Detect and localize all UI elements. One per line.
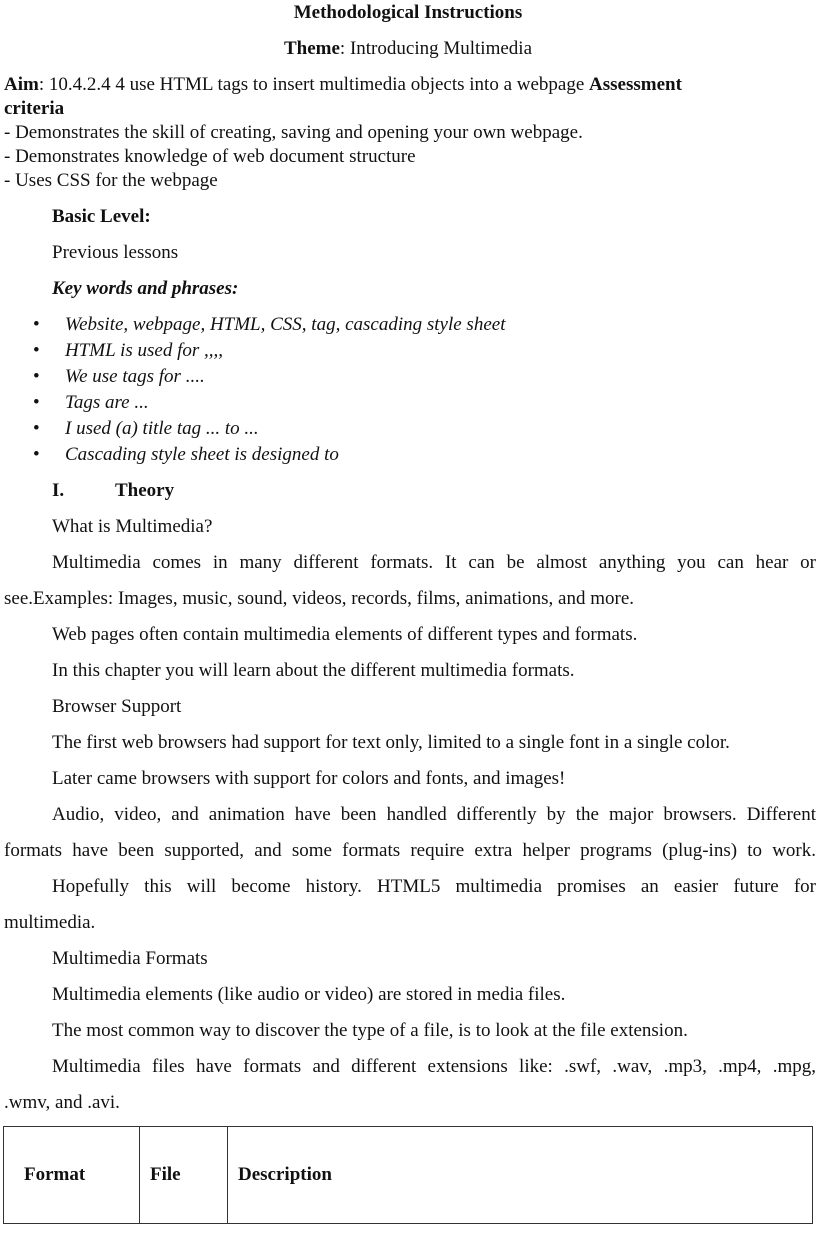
paragraph-line: .wmv, and .avi. [4, 1092, 120, 1113]
paragraph: Later came browsers with support for colors and fonts, and images! [52, 768, 566, 789]
table-header-cell: File [140, 1127, 228, 1224]
theme-label: Theme [283, 38, 340, 59]
paragraph: Multimedia elements (like audio or video) are stored in media files. [52, 984, 566, 1005]
aim-text: : 10.4.2.4 4 use HTML tags to insert multimedia objects into a webpage [38, 74, 590, 95]
aim-line [4, 74, 682, 96]
criteria-item: - Demonstrates knowledge of web document structure [4, 146, 416, 167]
table-header-cell: Format [4, 1127, 140, 1224]
keyword-text: Tags are ... [65, 392, 149, 413]
aim-label: Aim [4, 74, 39, 95]
criteria-label: criteria [4, 98, 65, 119]
bullet-icon: • [33, 444, 40, 465]
paragraph-line: Hopefully this will become history. HTML5 multimedia promises an easier future for [52, 876, 816, 897]
theme-value: : Introducing Multimedia [339, 38, 532, 59]
question-text: What is Multimedia? [52, 516, 213, 537]
table-header-row [4, 1127, 813, 1224]
bullet-icon: • [33, 314, 40, 335]
paragraph: The most common way to discover the type of a file, is to look at the file extension. [52, 1020, 688, 1041]
paragraph-line: Multimedia files have formats and different extensions like: .swf, .wav, .mp3, .mp4, .mpg, [52, 1056, 816, 1077]
keyword-text: We use tags for .... [65, 366, 205, 387]
theme-line [0, 38, 816, 60]
criteria-item: - Uses CSS for the webpage [4, 170, 218, 191]
formats-table [3, 1126, 813, 1224]
paragraph: In this chapter you will learn about the different multimedia formats. [52, 660, 575, 681]
subheading: Multimedia Formats [52, 948, 208, 969]
section-heading: Theory [115, 480, 175, 501]
keyword-text: HTML is used for ,,,, [65, 340, 224, 361]
paragraph: The first web browsers had support for text only, limited to a single font in a single color. [52, 732, 730, 753]
paragraph: Web pages often contain multimedia elements of different types and formats. [52, 624, 638, 645]
paragraph-line: formats have been supported, and some formats require extra helper programs (plug-ins) to work. [4, 840, 816, 861]
basic-level-heading: Basic Level: [52, 206, 151, 227]
basic-level-text: Previous lessons [52, 242, 179, 263]
keyword-text: Website, webpage, HTML, CSS, tag, cascading style sheet [65, 314, 506, 335]
section-number: I. [52, 480, 65, 501]
criteria-item: - Demonstrates the skill of creating, saving and opening your own webpage. [4, 122, 583, 143]
paragraph-line: Audio, video, and animation have been handled differently by the major browsers. Different [52, 804, 816, 825]
subheading: Browser Support [52, 696, 182, 717]
bullet-icon: • [33, 392, 40, 413]
bullet-icon: • [33, 366, 40, 387]
keyword-text: Cascading style sheet is designed to [65, 444, 339, 465]
bullet-icon: • [33, 418, 40, 439]
paragraph-line: Multimedia comes in many different formats. It can be almost anything you can hear or [52, 552, 816, 573]
table-header-cell: Description [228, 1127, 813, 1224]
paragraph-line: see.Examples: Images, music, sound, videos, records, films, animations, and more. [4, 588, 635, 609]
keyword-text: I used (a) title tag ... to ... [65, 418, 259, 439]
bullet-icon: • [33, 340, 40, 361]
assessment-label: Assessment [589, 74, 682, 95]
keywords-heading: Key words and phrases: [52, 278, 239, 299]
document-title: Methodological Instructions [293, 2, 523, 23]
paragraph-line: multimedia. [4, 912, 96, 933]
